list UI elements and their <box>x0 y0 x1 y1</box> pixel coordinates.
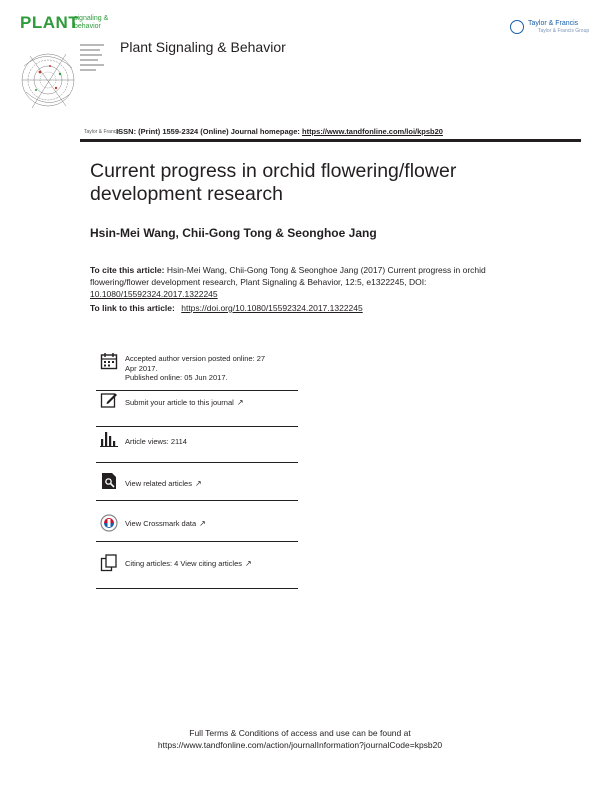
publisher-mini-logo: Taylor & Francis <box>84 129 120 136</box>
footer-terms-text: Full Terms & Conditions of access and use can be found at <box>189 728 411 738</box>
submit-article-row[interactable] <box>96 391 298 427</box>
article-doi-link[interactable]: https://doi.org/10.1080/15592324.2017.1322245 <box>181 303 363 313</box>
related-articles-link[interactable]: View related articles <box>125 479 192 488</box>
external-link-icon: ↗ <box>199 519 206 528</box>
issn-line <box>84 127 443 136</box>
header-divider <box>80 139 581 142</box>
citation-label: To cite this article: <box>90 265 165 275</box>
external-link-icon: ↗ <box>245 559 252 568</box>
journal-title[interactable]: Plant Signaling & Behavior <box>120 39 286 55</box>
cover-brand-sub: signaling & <box>74 15 109 22</box>
footer-terms-link[interactable]: https://www.tandfonline.com/action/journalInformation?journalCode=kpsb20 <box>157 740 443 750</box>
bar-chart-icon <box>100 430 118 448</box>
submit-article-link[interactable]: Submit your article to this journal <box>125 398 234 407</box>
footer <box>0 727 600 751</box>
cover-brand: PLANT <box>20 13 80 32</box>
crossmark-row[interactable] <box>96 501 298 542</box>
calendar-icon <box>100 352 118 370</box>
citation-text: Hsin-Mei Wang, Chii-Gong Tong & Seonghoe Jang (2017) Current progress in orchid flowering/flower development research, Plant Signaling & Behavior, 12:5, e1322245, DOI: <box>90 265 486 287</box>
publisher-logo-icon <box>510 20 524 34</box>
external-link-icon: ↗ <box>236 398 244 407</box>
cover-artwork <box>20 36 78 118</box>
publication-dates-row <box>96 350 298 391</box>
issn-text: ISSN: (Print) 1559-2324 (Online) Journal homepage: <box>116 127 300 136</box>
related-articles-row[interactable] <box>96 463 298 501</box>
search-document-icon <box>100 472 118 490</box>
journal-cover <box>20 14 108 122</box>
link-label: To link to this article: <box>90 303 175 313</box>
article-authors: Hsin-Mei Wang, Chii-Gong Tong & Seonghoe Jang <box>90 226 377 240</box>
cover-brand-sub: behavior <box>74 23 101 30</box>
journal-homepage-link[interactable]: https://www.tandfonline.com/loi/kpsb20 <box>301 127 443 136</box>
article-title: Current progress in orchid flowering/flower development research <box>90 160 457 205</box>
publisher-logo: Taylor & Francis Taylor & Francis Group <box>510 17 586 39</box>
accepted-date-cont: Apr 2017. <box>125 363 158 373</box>
crossmark-link[interactable]: View Crossmark data <box>125 519 197 528</box>
citing-articles-link[interactable]: Citing articles: 4 View citing articles <box>125 559 242 568</box>
article-views: Article views: 2114 <box>125 437 187 446</box>
accepted-date: Accepted author version posted online: 27 <box>125 354 266 363</box>
crossmark-icon <box>100 514 118 532</box>
article-views-row <box>96 427 298 463</box>
external-link-icon: ↗ <box>194 479 202 488</box>
copy-icon <box>100 554 118 572</box>
article-link-block <box>90 303 363 313</box>
citation-block <box>90 264 510 300</box>
cover-decoration <box>80 44 106 74</box>
citing-articles-row[interactable] <box>96 542 298 589</box>
published-date: Published online: 05 Jun 2017. <box>125 373 228 382</box>
edit-icon <box>100 391 118 409</box>
citation-doi-link[interactable]: 10.1080/15592324.2017.1322245 <box>90 289 218 299</box>
